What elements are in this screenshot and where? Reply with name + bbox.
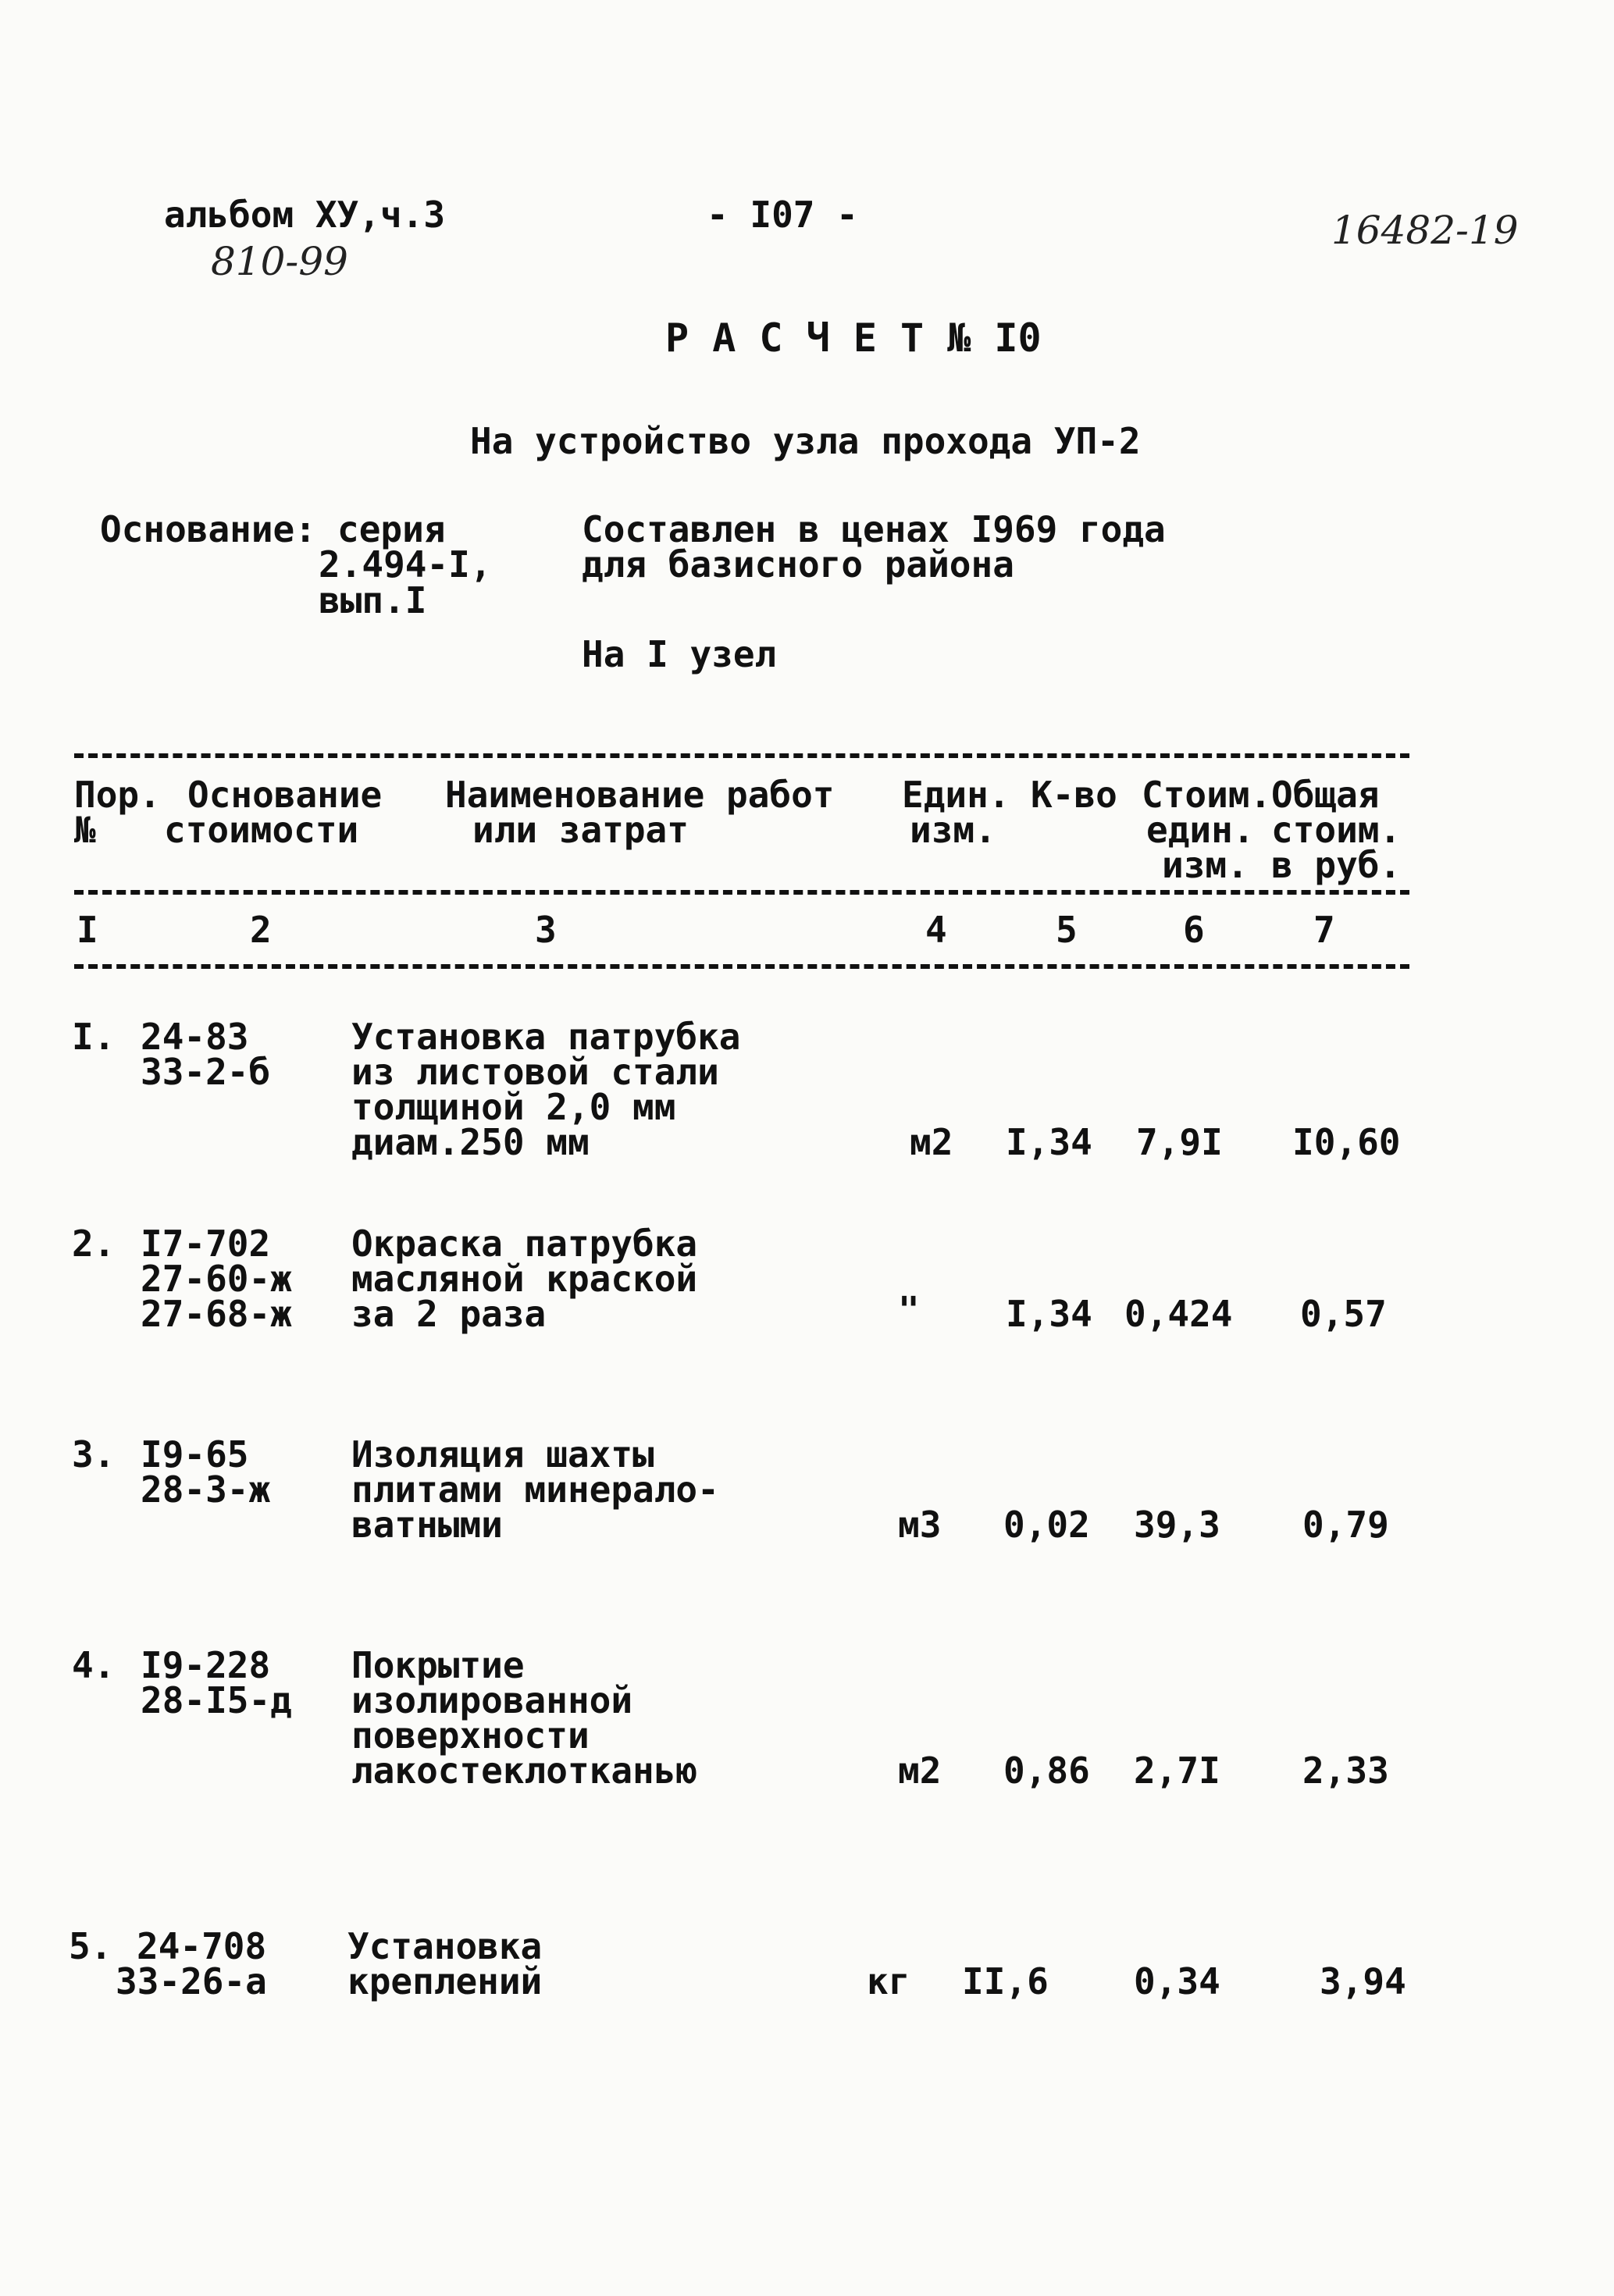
basis-series-line: серия [337,508,446,550]
header-cost-basis: Основание [187,774,383,816]
row-basis: I7-702 [141,1223,271,1265]
row-total-cost: 3,94 [1320,1960,1406,2002]
row-work-name: лакостеклотканью [351,1750,698,1792]
row-quantity: II,6 [962,1960,1049,2002]
header-cost-basis: стоимости [164,809,359,851]
row-unit: м3 [898,1504,942,1546]
row-unit: кг [867,1960,910,2002]
album-handwritten-number: 810-99 [211,239,348,284]
column-number: 5 [1056,909,1078,951]
row-unit-ditto: " [898,1289,920,1331]
row-basis: I9-65 [141,1433,249,1475]
row-work-name: Изоляция шахты [351,1433,654,1475]
row-work-name: за 2 раза [351,1293,547,1335]
row-basis: 27-68-ж [141,1293,292,1335]
row-basis: I9-228 [141,1644,271,1686]
row-basis: 28-3-ж [141,1468,271,1511]
album-reference: альбом XУ,ч.3 [164,194,446,236]
header-work-name: или затрат [472,809,689,851]
table-top-rule [74,753,1409,758]
row-work-name: ватными [351,1504,503,1546]
row-work-name: изолированной [351,1679,633,1721]
column-number: 6 [1183,909,1205,951]
row-work-name: поверхности [351,1714,590,1757]
price-basis-line: Составлен в ценах I969 года [582,508,1166,550]
row-work-name: толщиной 2,0 мм [351,1086,676,1128]
header-total-cost: Общая [1271,774,1380,816]
basis-series-line: вып.I [319,579,427,621]
row-total-cost: 2,33 [1302,1750,1389,1792]
row-number: 3. [72,1433,116,1475]
row-work-name: из листовой стали [351,1051,719,1093]
header-unit: изм. [910,809,996,851]
column-number: I [77,909,98,951]
row-number: 5. [69,1925,112,1967]
row-total-cost: 0,79 [1302,1504,1389,1546]
header-order-number: Пор. [74,774,161,816]
row-basis: 28-I5-д [141,1679,292,1721]
row-number: 4. [72,1644,116,1686]
row-work-name: креплений [347,1960,543,2002]
basis-label: Основание: [100,508,316,550]
header-unit-cost: един. [1146,809,1255,851]
row-quantity: 0,86 [1003,1750,1090,1792]
column-number: 3 [535,909,557,951]
row-work-name: масляной краской [351,1258,698,1300]
row-unit: м2 [910,1121,953,1163]
header-work-name: Наименование работ [445,774,835,816]
row-basis: 24-708 [137,1925,267,1967]
row-basis: 33-2-б [141,1051,271,1093]
row-unit-cost: 39,3 [1134,1504,1220,1546]
header-unit-cost: Стоим. [1142,774,1272,816]
row-unit: м2 [898,1750,942,1792]
row-work-name: диам.250 мм [351,1121,590,1163]
row-unit-cost: 0,34 [1134,1960,1220,2002]
row-total-cost: 0,57 [1300,1293,1387,1335]
document-subtitle: На устройство узла прохода УП-2 [470,420,1141,462]
document-handwritten-number: 16482-19 [1331,208,1519,253]
header-unit-cost: изм. [1162,844,1249,886]
header-total-cost: стоим. [1271,809,1402,851]
per-unit-label: На I узел [582,633,777,675]
row-basis: 33-26-а [116,1960,267,2002]
price-basis-line: для базисного района [582,543,1014,586]
row-unit-cost: 0,424 [1124,1293,1233,1335]
row-work-name: плитами минерало- [351,1468,719,1511]
document-title: Р А С Ч Е Т № I0 [665,315,1042,361]
row-unit-cost: 7,9I [1136,1121,1223,1163]
row-number: 2. [72,1223,116,1265]
row-basis: 27-60-ж [141,1258,292,1300]
row-quantity: I,34 [1006,1121,1092,1163]
row-work-name: Установка патрубка [351,1016,741,1058]
column-number: 7 [1313,909,1335,951]
header-quantity: К-во [1031,774,1117,816]
page-number: - I07 - [707,194,858,236]
basis-series-line: 2.494-I, [319,543,492,586]
row-basis: 24-83 [141,1016,249,1058]
row-work-name: Окраска патрубка [351,1223,698,1265]
row-quantity: 0,02 [1003,1504,1090,1546]
row-total-cost: I0,60 [1292,1121,1401,1163]
column-number: 2 [250,909,272,951]
header-unit: Един. [902,774,1010,816]
header-total-cost: в руб. [1271,844,1402,886]
row-work-name: Покрытие [351,1644,525,1686]
row-number: I. [72,1016,116,1058]
row-work-name: Установка [347,1925,543,1967]
column-number: 4 [925,909,947,951]
row-quantity: I,34 [1006,1293,1092,1335]
row-unit-cost: 2,7I [1134,1750,1220,1792]
table-header-rule [74,890,1409,895]
header-order-number: № [74,809,96,851]
table-numbers-rule [74,964,1409,969]
